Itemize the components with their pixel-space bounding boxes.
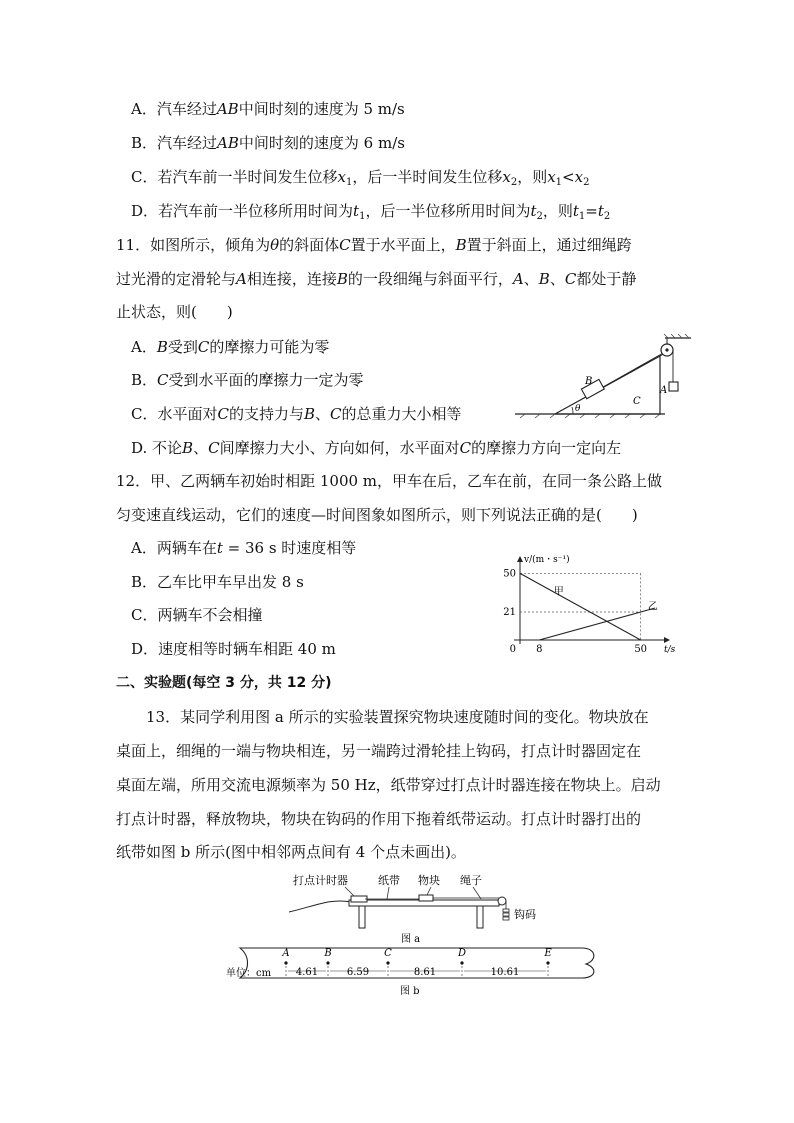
figure-a-apparatus [285,872,565,944]
tape-distance-label: 8.61 [413,967,437,978]
q11-option-a: A．B受到C的摩擦力可能为零 [131,338,330,356]
q13-line5: 纸带如图 b 所示(图中相邻两点间有 4 个点未画出)。 [116,843,466,861]
tape-point-label: D [457,948,467,959]
q12-option-a: A．两辆车在t = 36 s 时速度相等 [131,539,357,557]
q12-option-b: B．乙车比甲车早出发 8 s [131,573,304,591]
q13-line2: 桌面上，细绳的一端与物块相连，另一端跨过滑轮挂上钩码，打点计时器固定在 [116,742,642,760]
block-b-label: B [585,376,593,387]
tape-distance-label: 10.61 [490,967,520,978]
tape-dot [386,961,389,964]
q11-stem-line1: 11．如图所示，倾角为θ的斜面体C置于水平面上，B置于斜面上，通过细绳跨 [116,236,632,254]
q12-stem-line2: 匀变速直线运动，它们的速度—时间图象如图所示，则下列说法正确的是( ) [116,506,638,524]
q10-option-a: A．汽车经过AB中间时刻的速度为 5 m/s [131,100,405,118]
tape-distance-label: 4.61 [295,967,319,978]
q12-stem-line1: 12．甲、乙两辆车初始时相距 1000 m，甲车在后，乙车在前，在同一条公路上做 [116,472,663,490]
series-line-2 [539,608,655,640]
tape-point-label: A [282,948,290,959]
q11-option-d: D. 不论B、C间摩擦力大小、方向如何，水平面对C的摩擦力方向一定向左 [131,439,622,457]
q10-option-b: B．汽车经过AB中间时刻的速度为 6 m/s [131,134,405,152]
q12-option-d: D．速度相等时辆车相距 40 m [131,640,336,658]
tape-dot [460,961,463,964]
figure-b-tape [222,944,602,996]
x-axis-label: t/s [664,645,676,655]
y-tick-label: 21 [503,607,516,618]
tape-dot [326,961,329,964]
x-axis-arrow [664,637,670,643]
y-tick-label: 50 [503,568,516,580]
series-label-1: 甲 [553,586,564,598]
tape-point-label: E [544,948,552,959]
q13-line1: 13．某同学利用图 a 所示的实验装置探究物块速度随时间的变化。物块放在 [146,708,649,726]
y-axis-arrow [517,556,523,562]
q13-line4: 打点计时器，释放物块，物块在钩码的作用下拖着纸带运动。打点计时器打出的 [116,810,642,828]
x-tick-label: 8 [536,644,543,655]
hook-label: 钩码 [514,908,536,921]
q11-option-b: B．C受到水平面的摩擦力一定为零 [131,371,364,389]
y-axis-label: v/(m・s⁻¹) [524,555,570,565]
q12-option-c: C．两辆车不会相撞 [131,606,263,624]
x-tick-label: 50 [634,644,648,655]
block-label: 物块 [418,874,440,887]
velocity-time-chart [490,552,680,656]
tape-distance-label: 6.59 [346,967,370,978]
tape-dot [284,961,287,964]
tape-dot [546,961,549,964]
figure-b-caption: 图 b [400,986,420,997]
tape-point-label: C [384,948,392,959]
x-tick-label: 0 [509,644,516,655]
tape-point-label: B [324,948,332,959]
incline-c-label: C [633,396,641,407]
q11-option-c: C．水平面对C的支持力与B、C的总重力大小相等 [131,405,462,423]
q11-stem-line2: 过光滑的定滑轮与A相连接，连接B的一段细绳与斜面平行，A、B、C都处于静 [116,270,637,288]
q10-option-d: D．若汽车前一半位移所用时间为$t_1$，后一半位移所用时间为$t_2$，则$t_1=t_2$ [131,202,611,222]
q11-stem-line3: 止状态，则( ) [116,303,233,321]
series-line-1 [520,573,641,640]
incline-figure [515,338,695,418]
q13-line3: 桌面左端，所用交流电源频率为 50 Hz，纸带穿过打点计时器连接在物块上。启动 [116,776,661,794]
figure-a-caption: 图 a [401,934,421,945]
series-label-2: 乙 [647,601,658,613]
timer-label: 打点计时器 [293,874,348,887]
unit-label: 单位：cm [226,968,272,979]
block-a-label: A [660,385,668,396]
rope-label: 绳子 [460,874,482,887]
theta-label: θ [575,404,581,414]
tape-label: 纸带 [378,874,400,887]
q10-option-c: C．若汽车前一半时间发生位移$x_1$，后一半时间发生位移$x_2$，则$x_1<x_2$ [131,168,590,188]
section-heading: 二、实验题(每空 3 分，共 12 分) [116,675,332,691]
